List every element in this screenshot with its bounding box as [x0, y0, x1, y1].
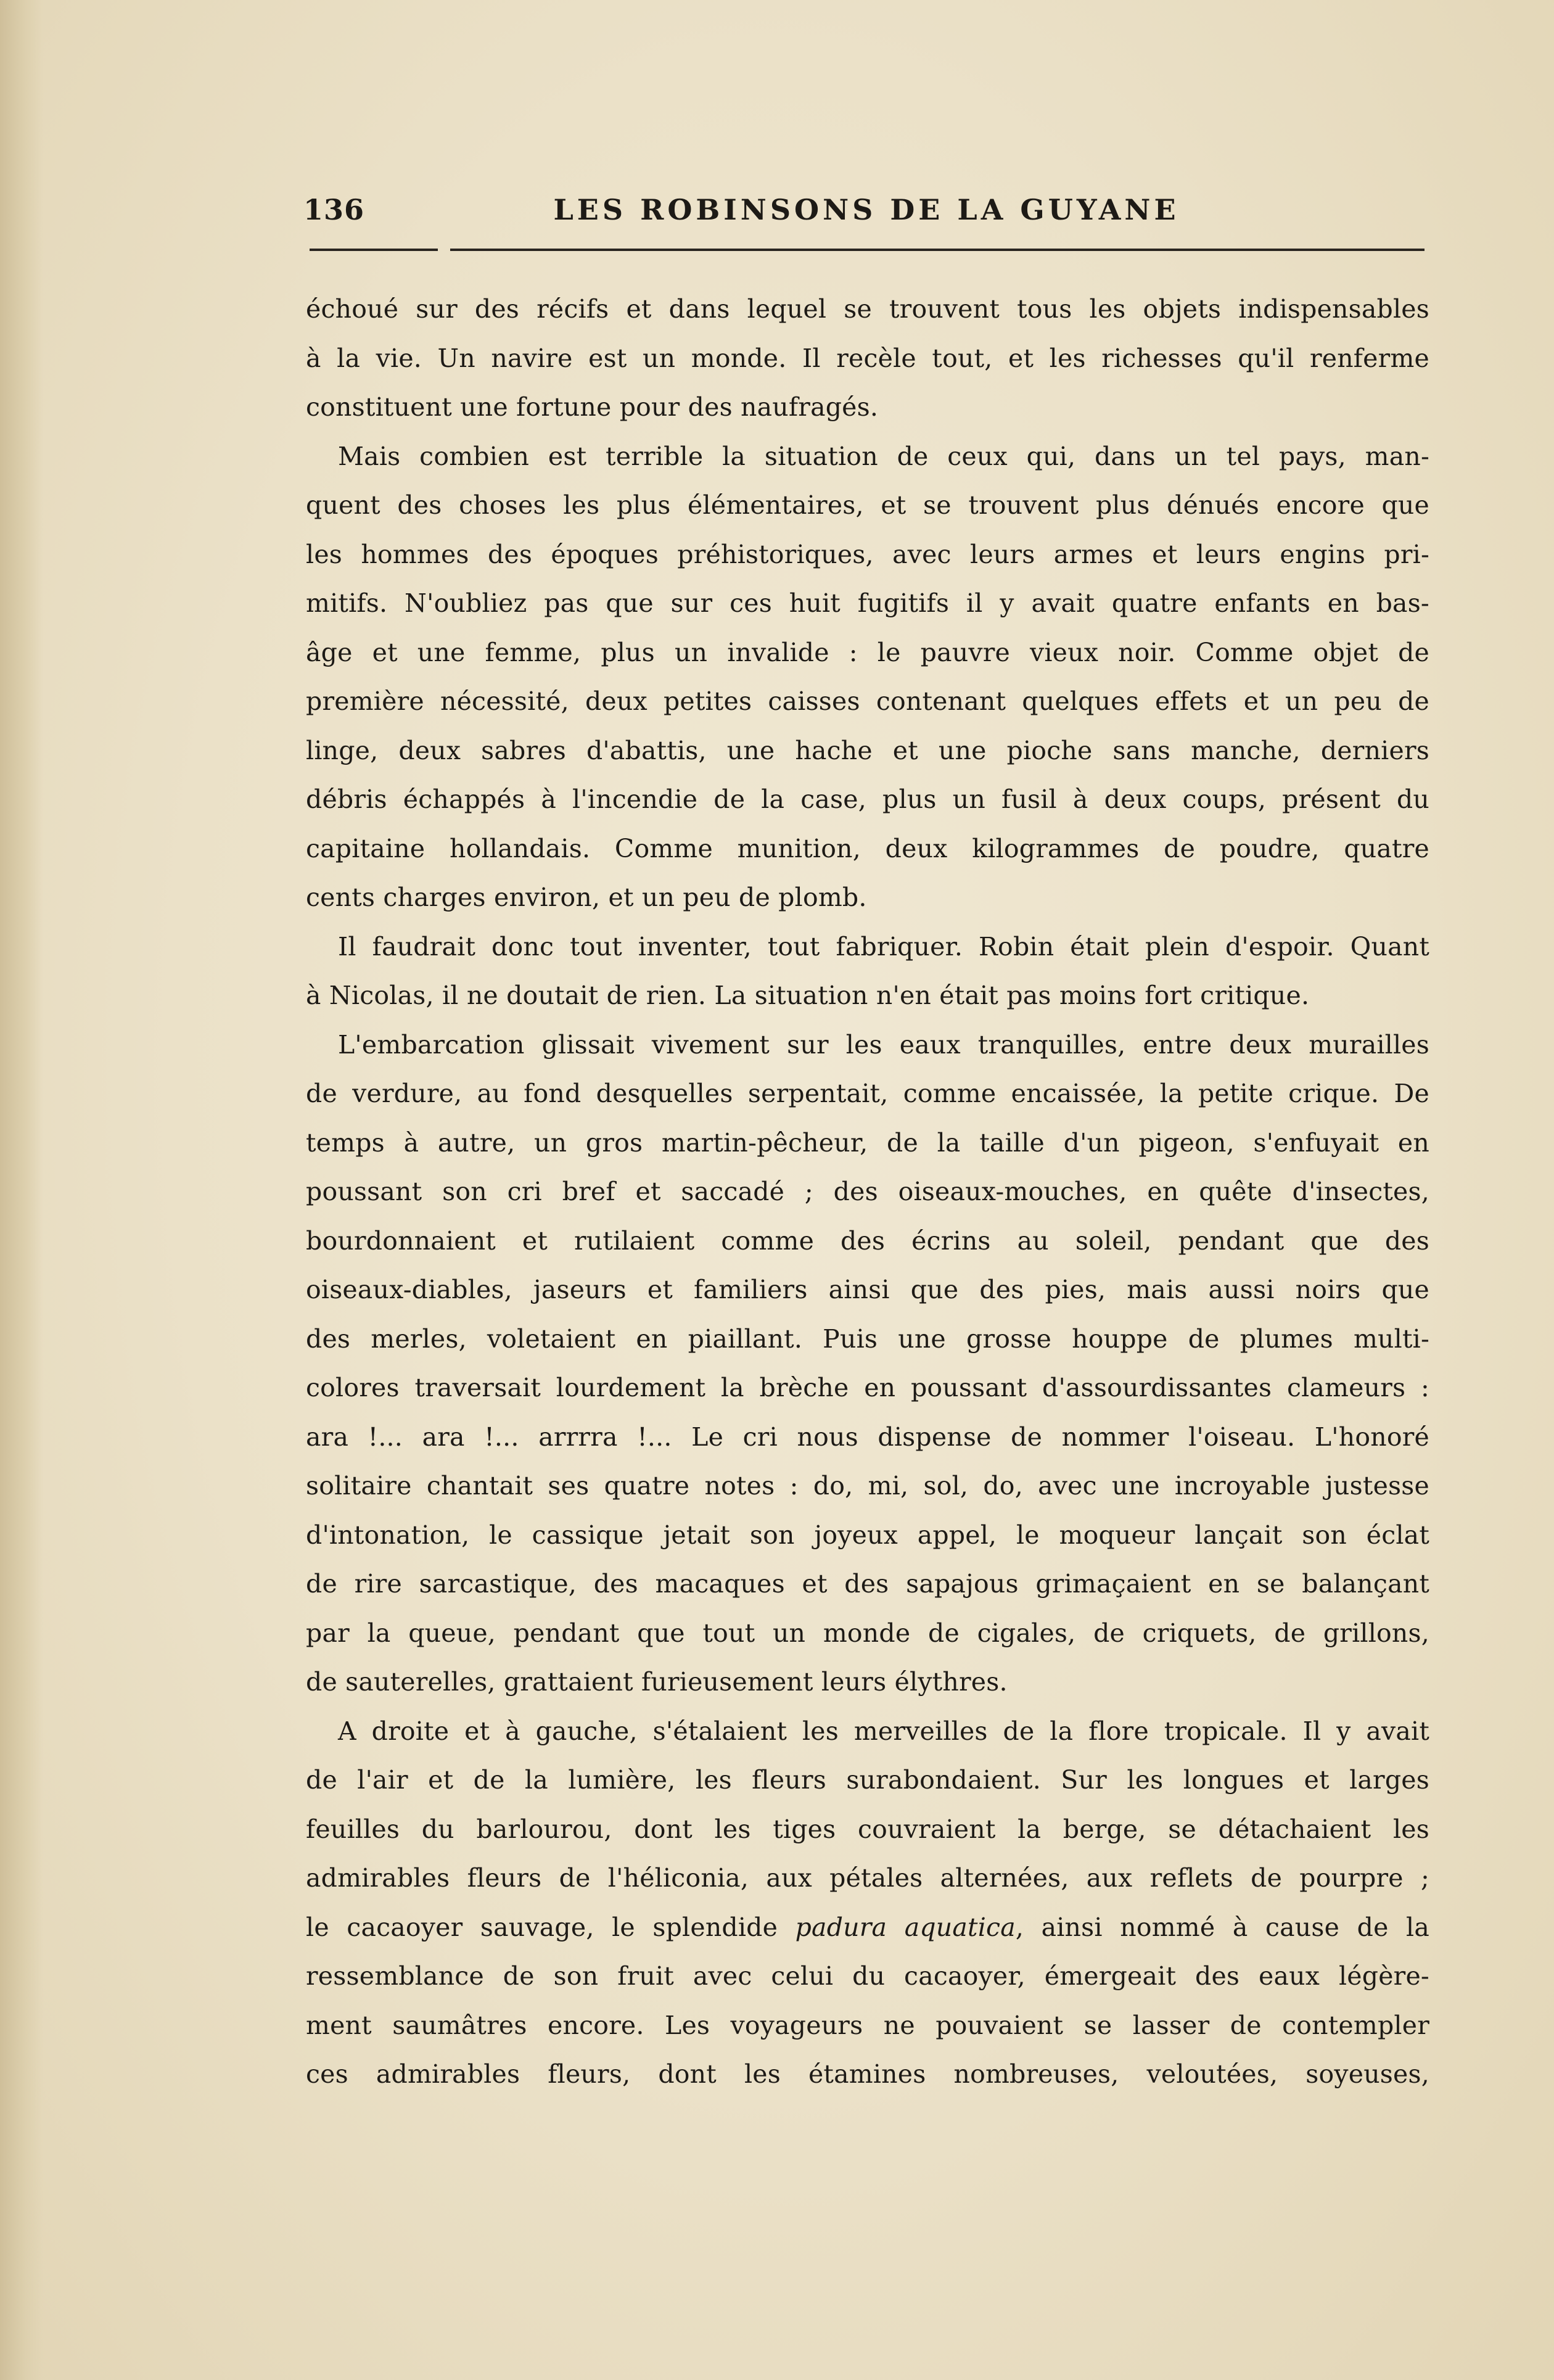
text-line: L'embarcation glissait vivement sur les eaux tranquilles, entre deux murailles: [338, 1029, 1429, 1060]
text-line: solitaire chantait ses quatre notes : do, mi, sol, do, avec une incroyable justesse: [306, 1471, 1429, 1501]
text-line: ces admirables fleurs, dont les étamines nombreuses, veloutées, soyeuses,: [306, 2059, 1429, 2089]
page-number: 136: [303, 193, 365, 226]
text-line: quent des choses les plus élémentaires, et se trouvent plus dénués encore que: [306, 490, 1429, 520]
text-line: ressemblance de son fruit avec celui du cacaoyer, émergeait des eaux légère-: [306, 1961, 1429, 1991]
text-line: poussant son cri bref et saccadé ; des oiseaux-mouches, en quête d'insectes,: [306, 1177, 1429, 1206]
text-line: Mais combien est terrible la situation de ceux qui, dans un tel pays, man-: [338, 441, 1429, 471]
text-segment: le cacaoyer sauvage, le splendide: [306, 1912, 796, 1942]
text-line: les hommes des époques préhistoriques, avec leurs armes et leurs engins pri-: [306, 539, 1429, 569]
text-line: par la queue, pendant que tout un monde de cigales, de criquets, de grillons,: [306, 1618, 1429, 1648]
text-line: de l'air et de la lumière, les fleurs surabondaient. Sur les longues et larges: [306, 1765, 1429, 1795]
page-edge-shadow: [0, 0, 43, 2380]
text-line: oiseaux-diables, jaseurs et familiers ainsi que des pies, mais aussi noirs que: [306, 1275, 1429, 1304]
text-line: ment saumâtres encore. Les voyageurs ne pouvaient se lasser de contempler: [306, 2010, 1429, 2040]
text-line: mitifs. N'oubliez pas que sur ces huit fugitifs il y avait quatre enfants en bas-: [306, 588, 1429, 618]
header-rule-long: [450, 249, 1424, 251]
text-line: constituent une fortune pour des naufragés.: [306, 392, 879, 422]
text-line: de verdure, au fond desquelles serpentait, comme encaissée, la petite crique. De: [306, 1079, 1429, 1108]
text-line: temps à autre, un gros martin-pêcheur, de la taille d'un pigeon, s'enfuyait en: [306, 1127, 1429, 1158]
header-rule-short: [310, 249, 438, 251]
text-line: à la vie. Un navire est un monde. Il recèle tout, et les richesses qu'il renferme: [306, 343, 1429, 373]
text-line: débris échappés à l'incendie de la case, plus un fusil à deux coups, présent du: [306, 784, 1429, 814]
text-line: capitaine hollandais. Comme munition, deux kilogrammes de poudre, quatre: [306, 833, 1429, 863]
text-line: d'intonation, le cassique jetait son joyeux appel, le moqueur lançait son éclat: [306, 1520, 1429, 1550]
text-line: échoué sur des récifs et dans lequel se trouvent tous les objets indispensables: [306, 294, 1429, 324]
text-line: admirables fleurs de l'héliconia, aux pétales alternées, aux reflets de pourpre ;: [306, 1863, 1429, 1893]
text-line: des merles, voletaient en piaillant. Puis une grosse houppe de plumes multi-: [306, 1324, 1429, 1354]
text-line: feuilles du barlourou, dont les tiges couvraient la berge, se détachaient les: [306, 1814, 1429, 1844]
text-line: ara !... ara !... arrrra !... Le cri nous dispense de nommer l'oiseau. L'honoré: [306, 1422, 1429, 1452]
text-line-with-italic: [306, 1903, 1429, 1953]
text-line: cents charges environ, et un peu de plomb.: [306, 883, 867, 912]
body-text: [306, 285, 1429, 2099]
text-line: âge et une femme, plus un invalide : le pauvre vieux noir. Comme objet de: [306, 637, 1429, 667]
text-line: Il faudrait donc tout inventer, tout fabriquer. Robin était plein d'espoir. Quant: [338, 931, 1429, 961]
text-line: de sauterelles, grattaient furieusement leurs élythres.: [306, 1667, 1008, 1697]
text-line: A droite et à gauche, s'étalaient les merveilles de la flore tropicale. Il y avait: [338, 1716, 1429, 1746]
text-line: linge, deux sabres d'abattis, une hache et une pioche sans manche, derniers: [306, 735, 1429, 765]
page-header: [303, 188, 1429, 231]
text-line: colores traversait lourdement la brèche en poussant d'assourdissantes clameurs :: [306, 1373, 1429, 1402]
italic-species-name: padura aquatica: [795, 1912, 1016, 1942]
text-line: première nécessité, deux petites caisses contenant quelques effets et un peu de: [306, 686, 1429, 716]
running-title: LES ROBINSONS DE LA GUYANE: [553, 193, 1180, 226]
text-line: à Nicolas, il ne doutait de rien. La situation n'en était pas moins fort critique.: [306, 981, 1310, 1010]
text-line: bourdonnaient et rutilaient comme des écrins au soleil, pendant que des: [306, 1225, 1429, 1256]
text-segment: , ainsi nommé à cause de la: [1015, 1912, 1429, 1942]
text-line: de rire sarcastique, des macaques et des sapajous grimaçaient en se balançant: [306, 1569, 1429, 1599]
